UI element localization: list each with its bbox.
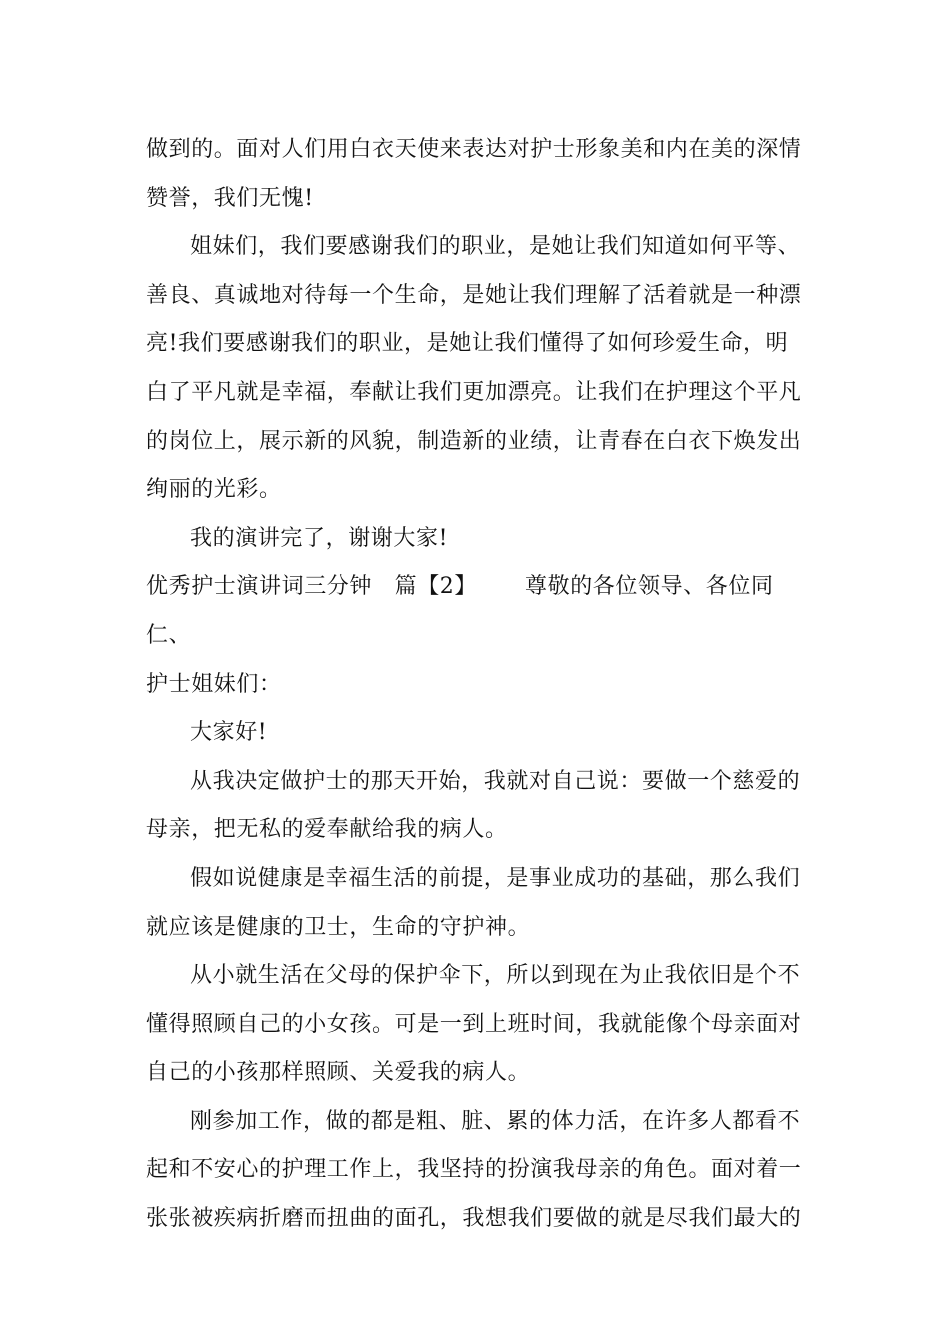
paragraph-sisters: 姐妹们，我们要感谢我们的职业，是她让我们知道如何平等、善良、真诚地对待每一个生命，是她让我们理解了活着就是一种漂亮!我们要感谢我们的职业，是她让我们懂得了如何珍爱生命，明白了平凡就是幸福，奉献让我们更加漂亮。让我们在护理这个平凡的岗位上，展示新的风貌，制造新的业绩，让青春在白衣下焕发出绚丽的光彩。 — [146, 234, 802, 503]
paragraph-continuation: 做到的。面对人们用白衣天使来表达对护士形象美和内在美的深情赞誉，我们无愧! — [146, 137, 802, 211]
section-heading — [146, 563, 806, 660]
document-body — [146, 126, 806, 1244]
salutation-start: 尊敬的各位领导、各位同仁、 — [146, 574, 774, 648]
paragraph-work: 刚参加工作，做的都是粗、脏、累的体力活，在许多人都看不起和不安心的护理工作上，我坚持的扮演我母亲的角色。面对着一张张被疾病折磨而扭曲的面孔，我想我们要做的就是尽我们最大的 — [146, 1108, 802, 1232]
paragraph-decision: 从我决定做护士的那天开始，我就对自己说：要做一个慈爱的母亲，把无私的爱奉献给我的病人。 — [146, 768, 801, 843]
paragraph-greeting: 大家好! — [190, 720, 268, 746]
salutation-end: 护士姐妹们： — [146, 671, 282, 697]
paragraph-health: 假如说健康是幸福生活的前提，是事业成功的基础，那么我们就应该是健康的卫士，生命的守护神。 — [146, 865, 801, 940]
paragraph-closing: 我的演讲完了，谢谢大家! — [190, 525, 449, 551]
paragraph-childhood: 从小就生活在父母的保护伞下，所以到现在为止我依旧是个不懂得照顾自己的小女孩。可是一到上班时间，我就能像个母亲面对自己的小孩那样照顾、关爱我的病人。 — [146, 963, 802, 1086]
section-title: 优秀护士演讲词三分钟 篇【2】 — [146, 574, 477, 600]
